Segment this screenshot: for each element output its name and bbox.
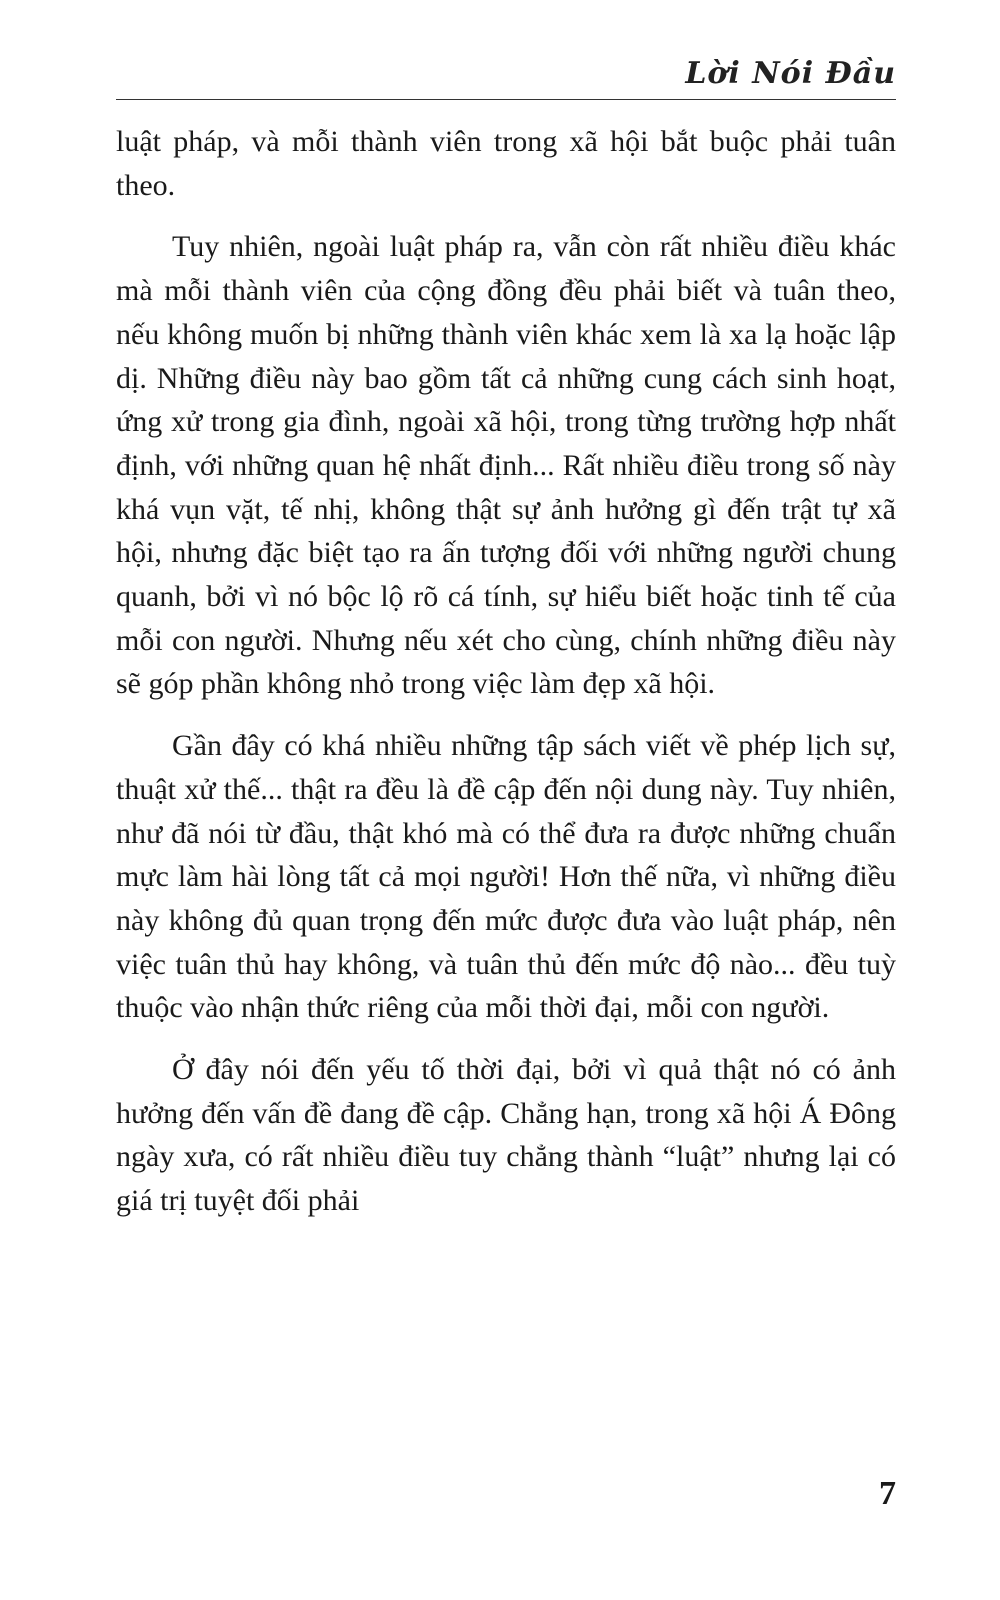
paragraph-era-factor: Ở đây nói đến yếu tố thời đại, bởi vì quả thật nó có ảnh hưởng đến vấn đề đang đề cập. Chẳng hạn, trong xã hội Á Đông ngày xưa, có rất nhiều điều tuy chẳng thành “luật” nhưng lại có giá trị tuyệt đối phải: [116, 1053, 896, 1218]
body-text: [116, 120, 896, 1241]
paragraph-customs: Tuy nhiên, ngoài luật pháp ra, vẫn còn rất nhiều điều khác mà mỗi thành viên của cộng đồng đều phải biết và tuân theo, nếu không muốn bị những thành viên khác xem là xa lạ hoặc lập dị. Những điều này bao gồm tất cả những cung cách sinh hoạt, ứng xử trong gia đình, ngoài xã hội, trong từng trường hợp nhất định, với những quan hệ nhất định... Rất nhiều điều trong số này khá vụn vặt, tế nhị, không thật sự ảnh hưởng gì đến trật tự xã hội, nhưng đặc biệt tạo ra ấn tượng đối với những người chung quanh, bởi vì nó bộc lộ rõ cá tính, sự hiểu biết hoặc tinh tế của mỗi con người. Nhưng nếu xét cho cùng, chính những điều này sẽ góp phần không nhỏ trong việc làm đẹp xã hội.: [116, 230, 896, 701]
running-header: [116, 52, 896, 100]
page-number: 7: [879, 1475, 896, 1512]
running-header-title: Lời Nói Đầu: [685, 56, 896, 91]
paragraph-continued: luật pháp, và mỗi thành viên trong xã hội bắt buộc phải tuân theo.: [116, 125, 896, 202]
paragraph-etiquette-books: Gần đây có khá nhiều những tập sách viết về phép lịch sự, thuật xử thế... thật ra đều là đề cập đến nội dung này. Tuy nhiên, như đã nói từ đầu, thật khó mà có thể đưa ra được những chuẩn mực làm hài lòng tất cả mọi người! Hơn thế nữa, vì những điều này không đủ quan trọng đến mức được đưa vào luật pháp, nên việc tuân thủ hay không, và tuân thủ đến mức độ nào... đều tuỳ thuộc vào nhận thức riêng của mỗi thời đại, mỗi con người.: [116, 729, 896, 1025]
